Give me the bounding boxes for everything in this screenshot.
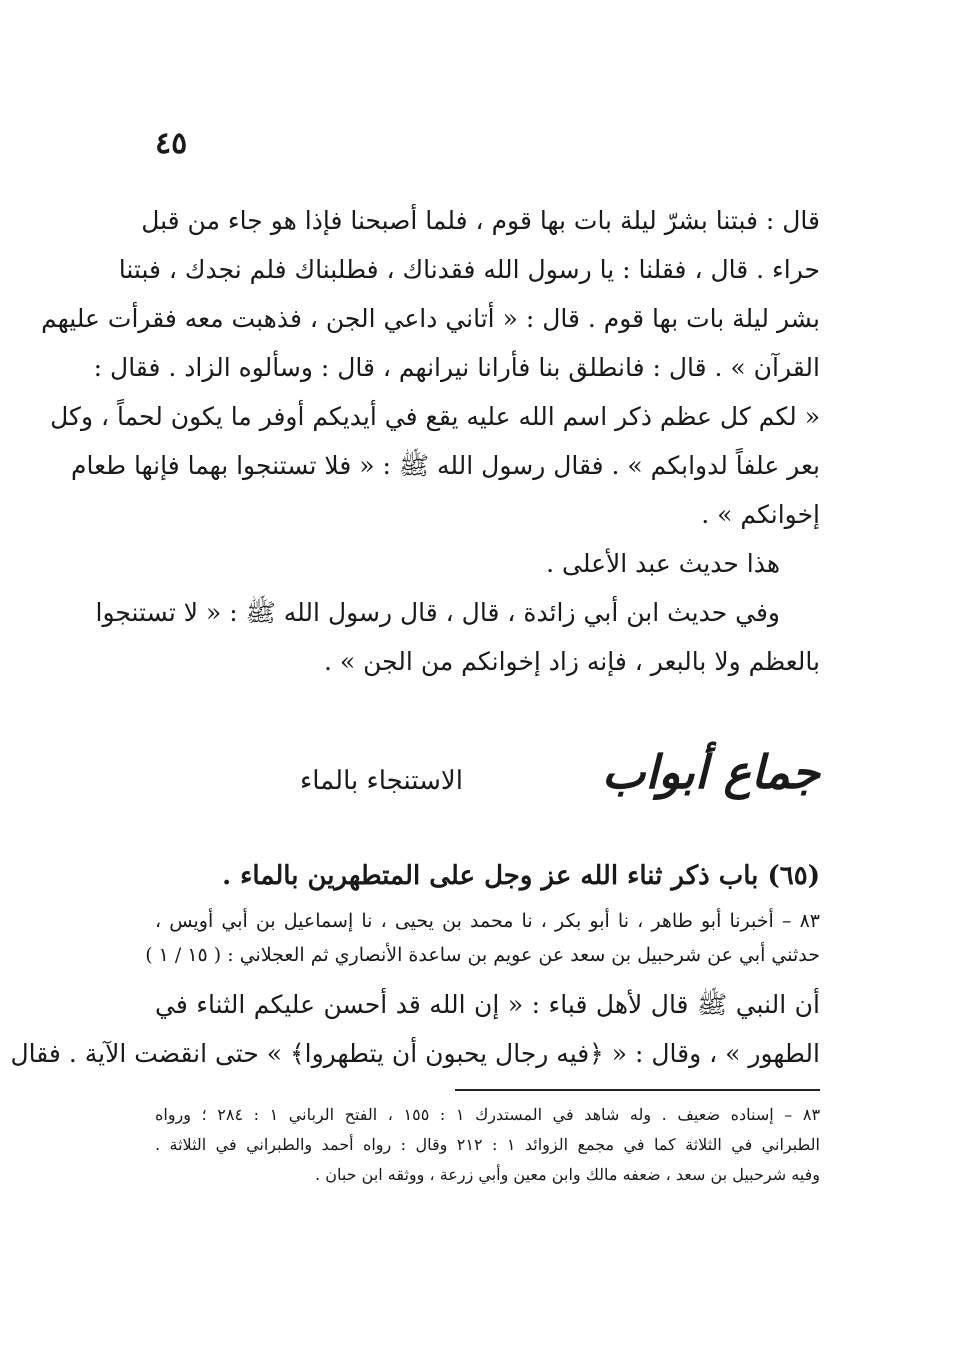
chain-line: ٨٣ – أخبرنا أبو طاهر ، نا أبو بكر ، نا محمد بن يحيى ، نا إسماعيل بن أبي أويس ، <box>155 910 820 932</box>
hadith-text <box>10 980 820 1078</box>
body-line: إخوانكم » . <box>701 500 820 529</box>
body-line: حراء . قال ، فقلنا : يا رسول الله فقدناك ، فطلبناك فلم نجدك ، فبتنا <box>118 255 820 284</box>
body-line: بشر ليلة بات بها قوم . قال : « أتاني داعي الجن ، فذهبت معه فقرأت عليهم <box>41 304 820 333</box>
body-line: القرآن » . قال : فانطلق بنا فأرانا نيرانهم ، قال : وسألوه الزاد . فقال : <box>93 353 820 382</box>
body-line: بعر علفاً لدوابكم » . فقال رسول الله ﷺ : « فلا تستنجوا بهما فإنها طعام <box>71 451 820 480</box>
body-line: وفي حديث ابن أبي زائدة ، قال ، قال رسول الله ﷺ : « لا تستنجوا <box>95 598 780 627</box>
chapter-subtitle: الاستنجاء بالماء <box>300 766 463 796</box>
footnote-line: وفيه شرحبيل بن سعد ، ضعفه مالك وابن معين وأبي زرعة ، ووثقه ابن حبان . <box>315 1165 820 1184</box>
page-number: ٤٥ <box>155 126 188 161</box>
footnote-line: الطبراني في الثلاثة كما في مجمع الزوائد ١ : ٢١٢ وقال : رواه أحمد والطبراني في الثلاثة . <box>155 1135 821 1154</box>
footnote-divider <box>455 1089 820 1091</box>
chapter-title: جماع أبواب <box>602 745 820 799</box>
chapter-heading <box>300 742 820 812</box>
footnote-line: ٨٣ – إسناده ضعيف . وله شاهد في المستدرك ١ : ١٥٥ ، الفتح الرباني ١ : ٢٨٤ ؛ ورواه <box>155 1105 821 1124</box>
hadith-line: أن النبي ﷺ قال لأهل قباء : « إن الله قد أحسن عليكم الثناء في <box>155 990 820 1019</box>
body-line: قال : فبتنا بشرّ ليلة بات بها قوم ، فلما أصبحنا فإذا هو جاء من قبل <box>141 206 820 235</box>
hadith-line: الطهور » ، وقال : « ﴿فيه رجال يحبون أن يتطهروا﴾ » حتى انقضت الآية . فقال <box>10 1039 820 1068</box>
narration-chain <box>145 904 820 972</box>
hadith-body-text <box>41 196 820 686</box>
chain-line: حدثني أبي عن شرحبيل بن سعد عن عويم بن ساعدة الأنصاري ثم العجلاني : ( ١٥ / ١ ) <box>145 944 820 966</box>
section-heading: (٦٥) باب ذكر ثناء الله عز وجل على المتطهرين بالماء . <box>222 861 820 891</box>
body-line: بالعظم ولا بالبعر ، فإنه زاد إخوانكم من الجن » . <box>324 647 820 676</box>
body-line: « لكم كل عظم ذكر اسم الله عليه يقع في أيديكم أوفر ما يكون لحماً ، وكل <box>50 402 820 431</box>
footnotes <box>155 1100 820 1190</box>
body-line: هذا حديث عبد الأعلى . <box>546 549 780 578</box>
